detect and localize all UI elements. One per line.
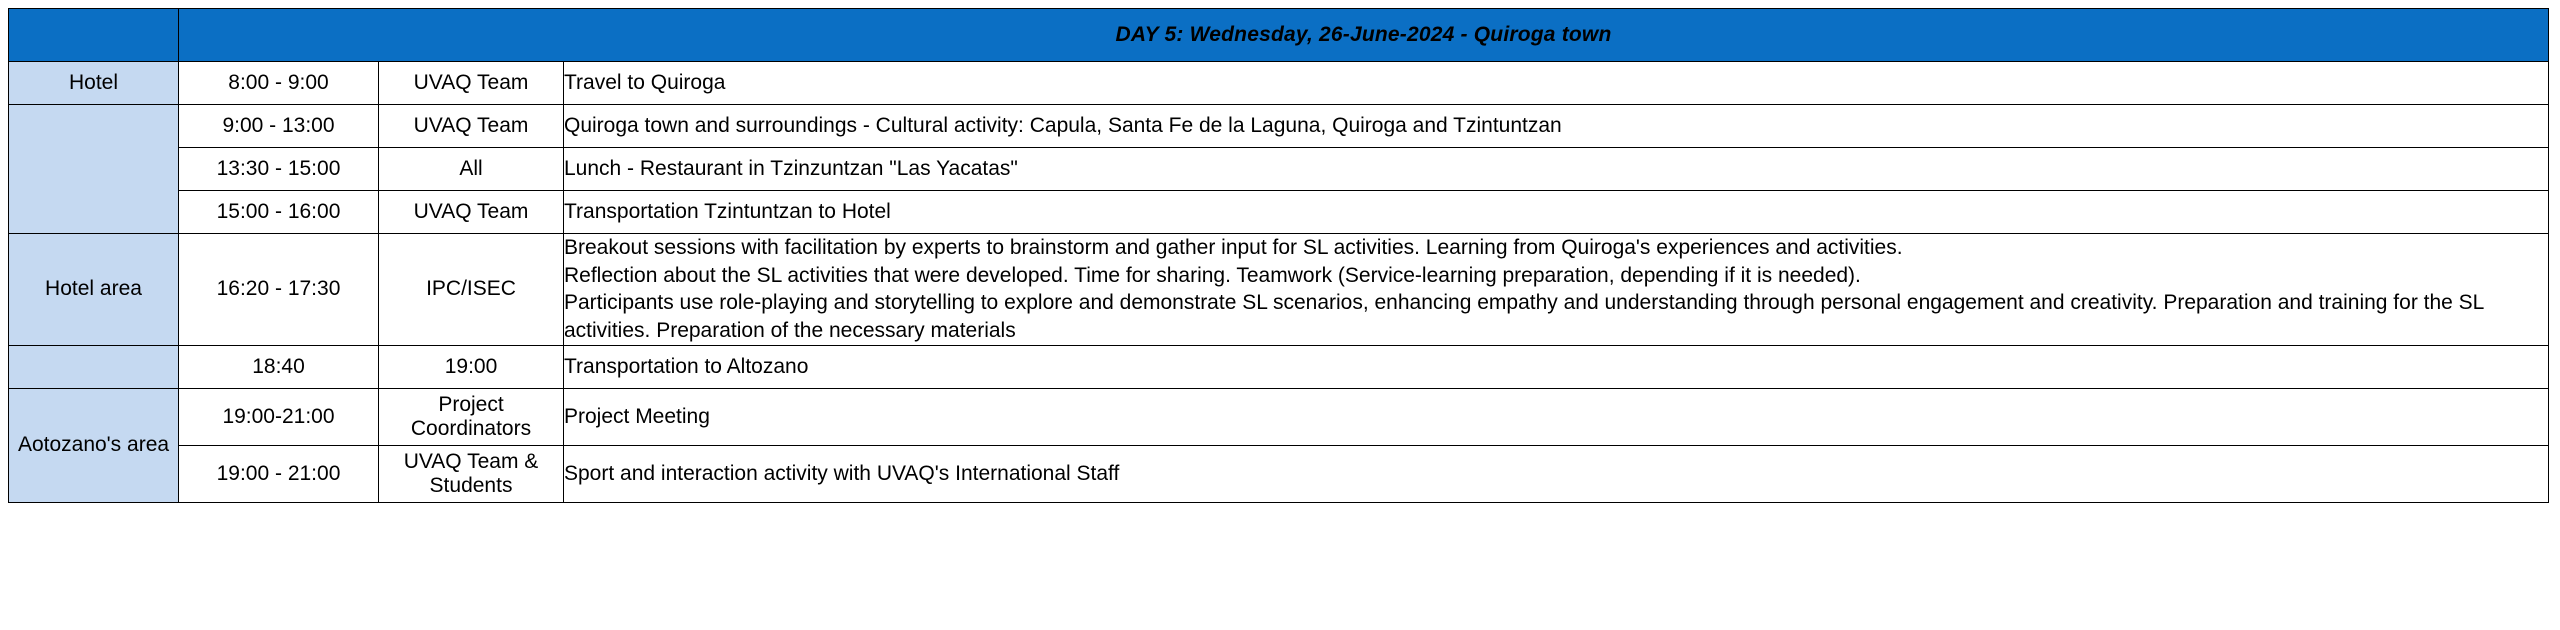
description-cell: Quiroga town and surroundings - Cultural activity: Capula, Santa Fe de la Laguna, Quiroga and Tzintuntzan bbox=[564, 105, 2549, 148]
description-cell: Lunch - Restaurant in Tzinzuntzan "Las Yacatas" bbox=[564, 148, 2549, 191]
time-cell: 19:00-21:00 bbox=[179, 388, 379, 445]
table-row bbox=[9, 234, 2549, 346]
time-cell: 8:00 - 9:00 bbox=[179, 62, 379, 105]
day-title: DAY 5: Wednesday, 26-June-2024 - Quiroga town bbox=[179, 9, 2549, 62]
location-cell: Hotel bbox=[9, 62, 179, 105]
table-row bbox=[9, 105, 2549, 148]
location-cell: Hotel area bbox=[9, 234, 179, 346]
responsible-cell: UVAQ Team & Students bbox=[379, 445, 564, 502]
responsible-cell: UVAQ Team bbox=[379, 62, 564, 105]
description-cell bbox=[564, 234, 2549, 346]
location-cell: Aotozano's area bbox=[9, 388, 179, 502]
time-cell: 18:40 bbox=[179, 345, 379, 388]
location-cell-blank bbox=[9, 105, 179, 234]
table-header-row bbox=[9, 9, 2549, 62]
description-line: Participants use role-playing and storytelling to explore and demonstrate SL scenarios, enhancing empathy and understanding through personal engagement and creativity. Preparation and training for the SL activities. Preparation of the necessary materials bbox=[564, 291, 2484, 343]
table-row bbox=[9, 148, 2549, 191]
table-row bbox=[9, 388, 2549, 445]
table-row bbox=[9, 191, 2549, 234]
day-schedule-table bbox=[8, 8, 2549, 503]
time-cell: 13:30 - 15:00 bbox=[179, 148, 379, 191]
responsible-cell: UVAQ Team bbox=[379, 191, 564, 234]
description-line: Breakout sessions with facilitation by experts to brainstorm and gather input for SL activities. Learning from Quiroga's experiences and activities. bbox=[564, 236, 1903, 259]
responsible-cell: Project Coordinators bbox=[379, 388, 564, 445]
responsible-cell: IPC/ISEC bbox=[379, 234, 564, 346]
description-cell: Transportation to Altozano bbox=[564, 345, 2549, 388]
header-corner-cell bbox=[9, 9, 179, 62]
time-cell: 19:00 - 21:00 bbox=[179, 445, 379, 502]
description-cell: Project Meeting bbox=[564, 388, 2549, 445]
responsible-cell: 19:00 bbox=[379, 345, 564, 388]
description-line: Reflection about the SL activities that were developed. Time for sharing. Teamwork (Service-learning preparation, depending if it is needed). bbox=[564, 263, 1861, 287]
table-row bbox=[9, 62, 2549, 105]
responsible-cell: UVAQ Team bbox=[379, 105, 564, 148]
description-cell: Transportation Tzintuntzan to Hotel bbox=[564, 191, 2549, 234]
table-row bbox=[9, 445, 2549, 502]
location-cell-blank bbox=[9, 345, 179, 388]
responsible-cell: All bbox=[379, 148, 564, 191]
time-cell: 9:00 - 13:00 bbox=[179, 105, 379, 148]
table-row bbox=[9, 345, 2549, 388]
time-cell: 16:20 - 17:30 bbox=[179, 234, 379, 346]
description-cell: Sport and interaction activity with UVAQ's International Staff bbox=[564, 445, 2549, 502]
time-cell: 15:00 - 16:00 bbox=[179, 191, 379, 234]
description-cell: Travel to Quiroga bbox=[564, 62, 2549, 105]
